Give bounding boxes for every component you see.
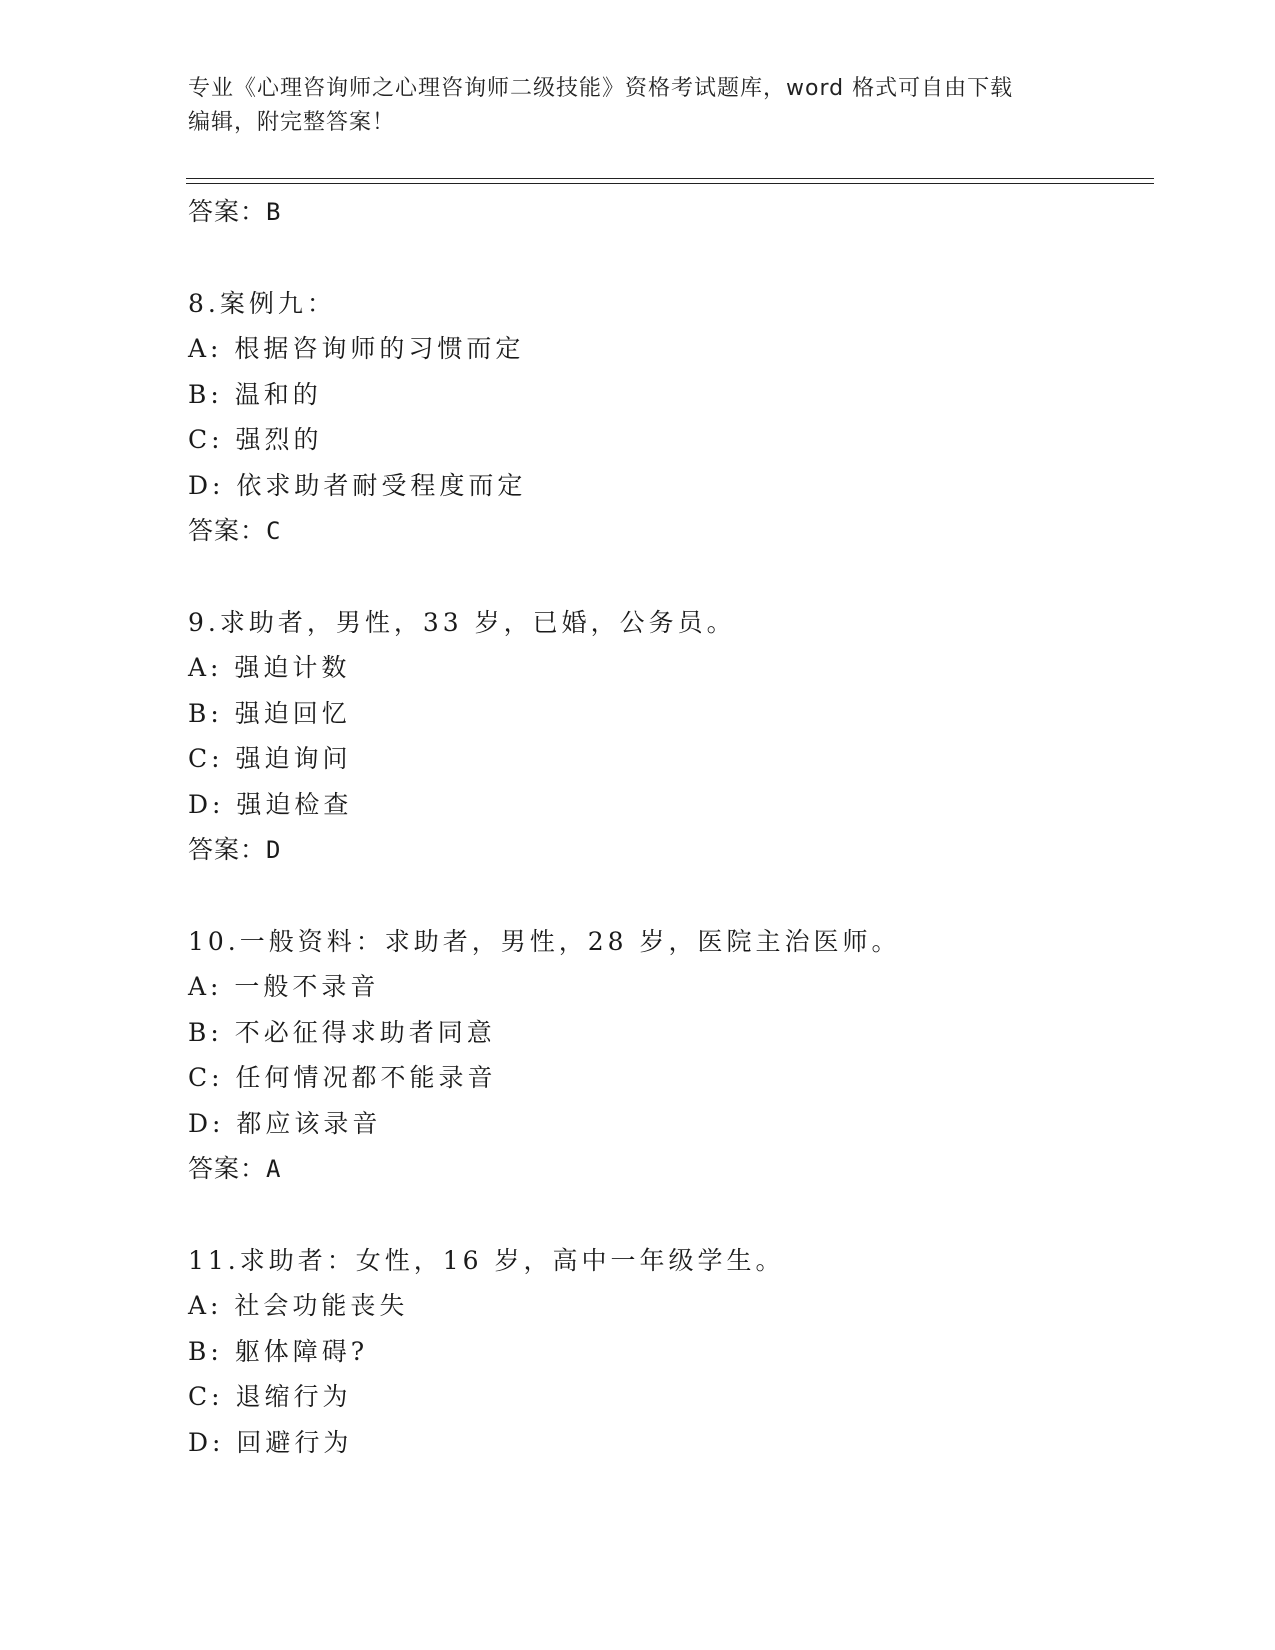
header-text-line2: 编辑，附完整答案！ <box>188 110 396 135</box>
option-d: D: 都应该录音 <box>188 1108 382 1138</box>
question-item <box>188 281 1148 554</box>
question-stem: 8.案例九： <box>188 288 336 318</box>
option-d: D: 强迫检查 <box>188 789 353 819</box>
answer-value: C <box>266 517 282 545</box>
option-a: A: 根据咨询师的习惯而定 <box>188 334 525 363</box>
page-header <box>188 72 1068 140</box>
question-stem: 9.求助者，男性，33 岁，已婚，公务员。 <box>188 607 736 637</box>
answer-value: D <box>266 836 282 864</box>
answer-value: B <box>266 198 282 226</box>
option-c: C: 任何情况都不能录音 <box>188 1063 497 1092</box>
question-stem: 10.一般资料：求助者，男性，28 岁，医院主治医师。 <box>188 926 901 956</box>
answer-line <box>188 508 1148 554</box>
question-list <box>188 189 1148 1465</box>
option-c: C: 强烈的 <box>188 425 323 454</box>
answer-label: 答案： <box>188 197 267 226</box>
question-stem: 11.求助者：女性，16 岁，高中一年级学生。 <box>188 1245 785 1275</box>
header-divider-bottom <box>186 183 1154 184</box>
option-b: B: 强迫回忆 <box>188 698 351 728</box>
option-a: A: 社会功能丧失 <box>188 1291 409 1320</box>
answer-label: 答案： <box>188 835 267 864</box>
spacer <box>188 1192 1148 1238</box>
header-text-line1: 专业《心理咨询师之心理咨询师二级技能》资格考试题库，word 格式可自由下载 <box>188 76 1014 101</box>
option-a: A: 强迫计数 <box>188 653 351 682</box>
header-divider-top <box>186 178 1154 179</box>
answer-line <box>188 827 1148 873</box>
option-d: D: 回避行为 <box>188 1427 353 1457</box>
option-d: D: 依求助者耐受程度而定 <box>188 470 527 500</box>
spacer <box>188 235 1148 281</box>
option-a: A: 一般不录音 <box>188 972 380 1001</box>
option-b: B: 温和的 <box>188 379 322 409</box>
answer-line <box>188 1146 1148 1192</box>
question-item <box>188 1238 1148 1466</box>
option-b: B: 躯体障碍? <box>188 1336 369 1366</box>
question-item <box>188 600 1148 873</box>
question-item <box>188 919 1148 1192</box>
answer-label: 答案： <box>188 516 267 545</box>
option-c: C: 退缩行为 <box>188 1382 352 1411</box>
answer-value: A <box>266 1155 282 1183</box>
answer-line <box>188 189 1148 235</box>
spacer <box>188 873 1148 919</box>
option-b: B: 不必征得求助者同意 <box>188 1017 496 1047</box>
spacer <box>188 554 1148 600</box>
option-c: C: 强迫询问 <box>188 744 352 773</box>
answer-label: 答案： <box>188 1154 267 1183</box>
